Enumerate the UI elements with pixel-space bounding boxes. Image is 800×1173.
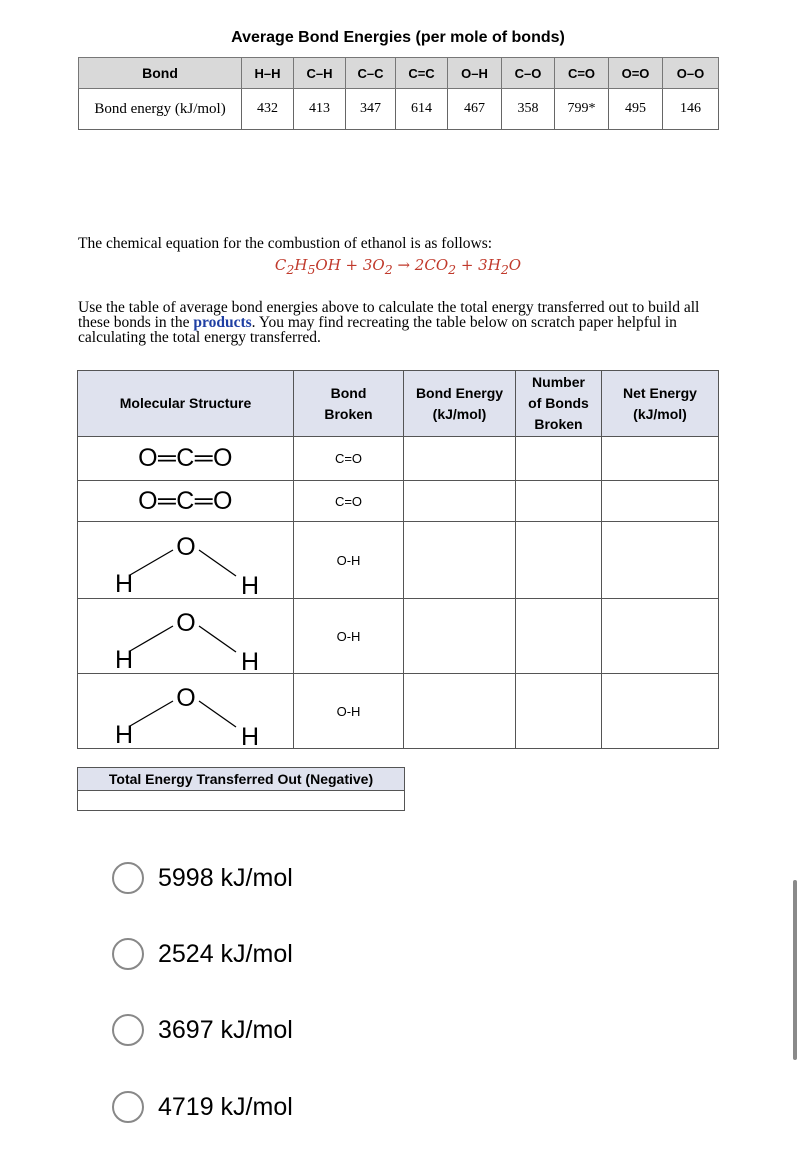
- bond-name: O–H: [448, 58, 502, 89]
- co2-structure: O═C═O: [78, 437, 294, 481]
- total-energy-table: [77, 767, 405, 811]
- products-highlight: products: [193, 314, 252, 331]
- net-energy-input-cell[interactable]: [602, 674, 719, 749]
- water-structure: [78, 599, 294, 674]
- svg-text:O: O: [176, 533, 196, 561]
- answer-option-1[interactable]: [112, 860, 293, 896]
- radio-button[interactable]: [112, 1091, 144, 1123]
- bond-name: C–O: [502, 58, 555, 89]
- num-bonds-input-cell[interactable]: [516, 674, 602, 749]
- bond-energy-value: 799*: [555, 89, 609, 130]
- bond-energy-row: [79, 89, 719, 130]
- svg-text:H: H: [114, 721, 134, 748]
- bond-broken-cell: C=O: [294, 481, 404, 522]
- equation-intro: The chemical equation for the combustion of ethanol is as follows:: [78, 235, 493, 252]
- bond-header-label: Bond: [79, 58, 242, 89]
- bond-broken-cell: O-H: [294, 599, 404, 674]
- calc-header-row: [78, 371, 719, 437]
- header-number-of-bonds: Number of Bonds Broken: [516, 371, 602, 437]
- header-molecular-structure: Molecular Structure: [78, 371, 294, 437]
- total-energy-input-cell[interactable]: [78, 791, 405, 811]
- svg-text:O: O: [176, 609, 196, 637]
- bond-energy-table: [78, 57, 719, 130]
- num-bonds-input-cell[interactable]: [516, 481, 602, 522]
- co2-structure: O═C═O: [78, 481, 294, 522]
- answer-option-3[interactable]: [112, 1012, 293, 1048]
- bond-energy-label: Bond energy (kJ/mol): [79, 89, 242, 130]
- net-energy-input-cell[interactable]: [602, 599, 719, 674]
- radio-button[interactable]: [112, 862, 144, 894]
- header-net-energy: Net Energy (kJ/mol): [602, 371, 719, 437]
- radio-button[interactable]: [112, 938, 144, 970]
- option-label: 4719 kJ/mol: [158, 1092, 293, 1121]
- bond-broken-cell: O-H: [294, 522, 404, 599]
- num-bonds-input-cell[interactable]: [516, 437, 602, 481]
- bond-energy-input-cell[interactable]: [404, 522, 516, 599]
- svg-text:H: H: [114, 646, 134, 673]
- water-structure: [78, 522, 294, 599]
- bond-energy-input-cell[interactable]: [404, 599, 516, 674]
- bond-header-row: [79, 58, 719, 89]
- radio-button[interactable]: [112, 1014, 144, 1046]
- table-row: [78, 599, 719, 674]
- net-energy-input-cell[interactable]: [602, 481, 719, 522]
- bond-name: C–H: [294, 58, 346, 89]
- option-label: 2524 kJ/mol: [158, 939, 293, 968]
- bond-energy-input-cell[interactable]: [404, 481, 516, 522]
- num-bonds-input-cell[interactable]: [516, 599, 602, 674]
- bond-energy-value: 614: [396, 89, 448, 130]
- bond-energy-value: 347: [346, 89, 396, 130]
- svg-text:H: H: [240, 723, 260, 748]
- table-row: [78, 481, 719, 522]
- table-row: [78, 522, 719, 599]
- table-row: [78, 437, 719, 481]
- svg-text:H: H: [240, 648, 260, 673]
- header-bond-broken: Bond Broken: [294, 371, 404, 437]
- bond-energy-value: 358: [502, 89, 555, 130]
- bond-energy-value: 432: [242, 89, 294, 130]
- table-row: [78, 674, 719, 749]
- bond-name: C–C: [346, 58, 396, 89]
- option-label: 3697 kJ/mol: [158, 1015, 293, 1044]
- bond-name: C=O: [555, 58, 609, 89]
- answer-option-2[interactable]: [112, 936, 293, 972]
- combustion-equation: $C_2H_5OH + 3O_2 \to 2CO_2 + 3H_2O$: [274, 256, 522, 277]
- option-label: 5998 kJ/mol: [158, 863, 293, 892]
- water-structure: [78, 674, 294, 749]
- answer-option-4[interactable]: [112, 1089, 293, 1125]
- total-energy-label: Total Energy Transferred Out (Negative): [78, 768, 405, 791]
- bond-energy-input-cell[interactable]: [404, 674, 516, 749]
- bond-energy-value: 413: [294, 89, 346, 130]
- scrollbar[interactable]: [793, 880, 797, 1060]
- svg-text:H: H: [240, 572, 260, 597]
- svg-text:H: H: [114, 570, 134, 597]
- bond-energy-input-cell[interactable]: [404, 437, 516, 481]
- net-energy-input-cell[interactable]: [602, 522, 719, 599]
- bond-broken-cell: O-H: [294, 674, 404, 749]
- num-bonds-input-cell[interactable]: [516, 522, 602, 599]
- bond-broken-cell: C=O: [294, 437, 404, 481]
- bond-name: C=C: [396, 58, 448, 89]
- header-bond-energy: Bond Energy (kJ/mol): [404, 371, 516, 437]
- bond-table-title: Average Bond Energies (per mole of bonds): [231, 29, 565, 46]
- bond-name: O–O: [663, 58, 719, 89]
- bond-calculation-table: [77, 370, 719, 749]
- instructions-text: Use the table of average bond energies above to calculate the total energy transferred out to build all these bonds in the products. You may find recreating the table below on scratch paper helpful in calculating the total energy transferred.: [78, 299, 700, 346]
- bond-energy-value: 146: [663, 89, 719, 130]
- svg-text:O: O: [176, 684, 196, 712]
- net-energy-input-cell[interactable]: [602, 437, 719, 481]
- bond-energy-value: 467: [448, 89, 502, 130]
- bond-name: H–H: [242, 58, 294, 89]
- bond-energy-value: 495: [609, 89, 663, 130]
- bond-name: O=O: [609, 58, 663, 89]
